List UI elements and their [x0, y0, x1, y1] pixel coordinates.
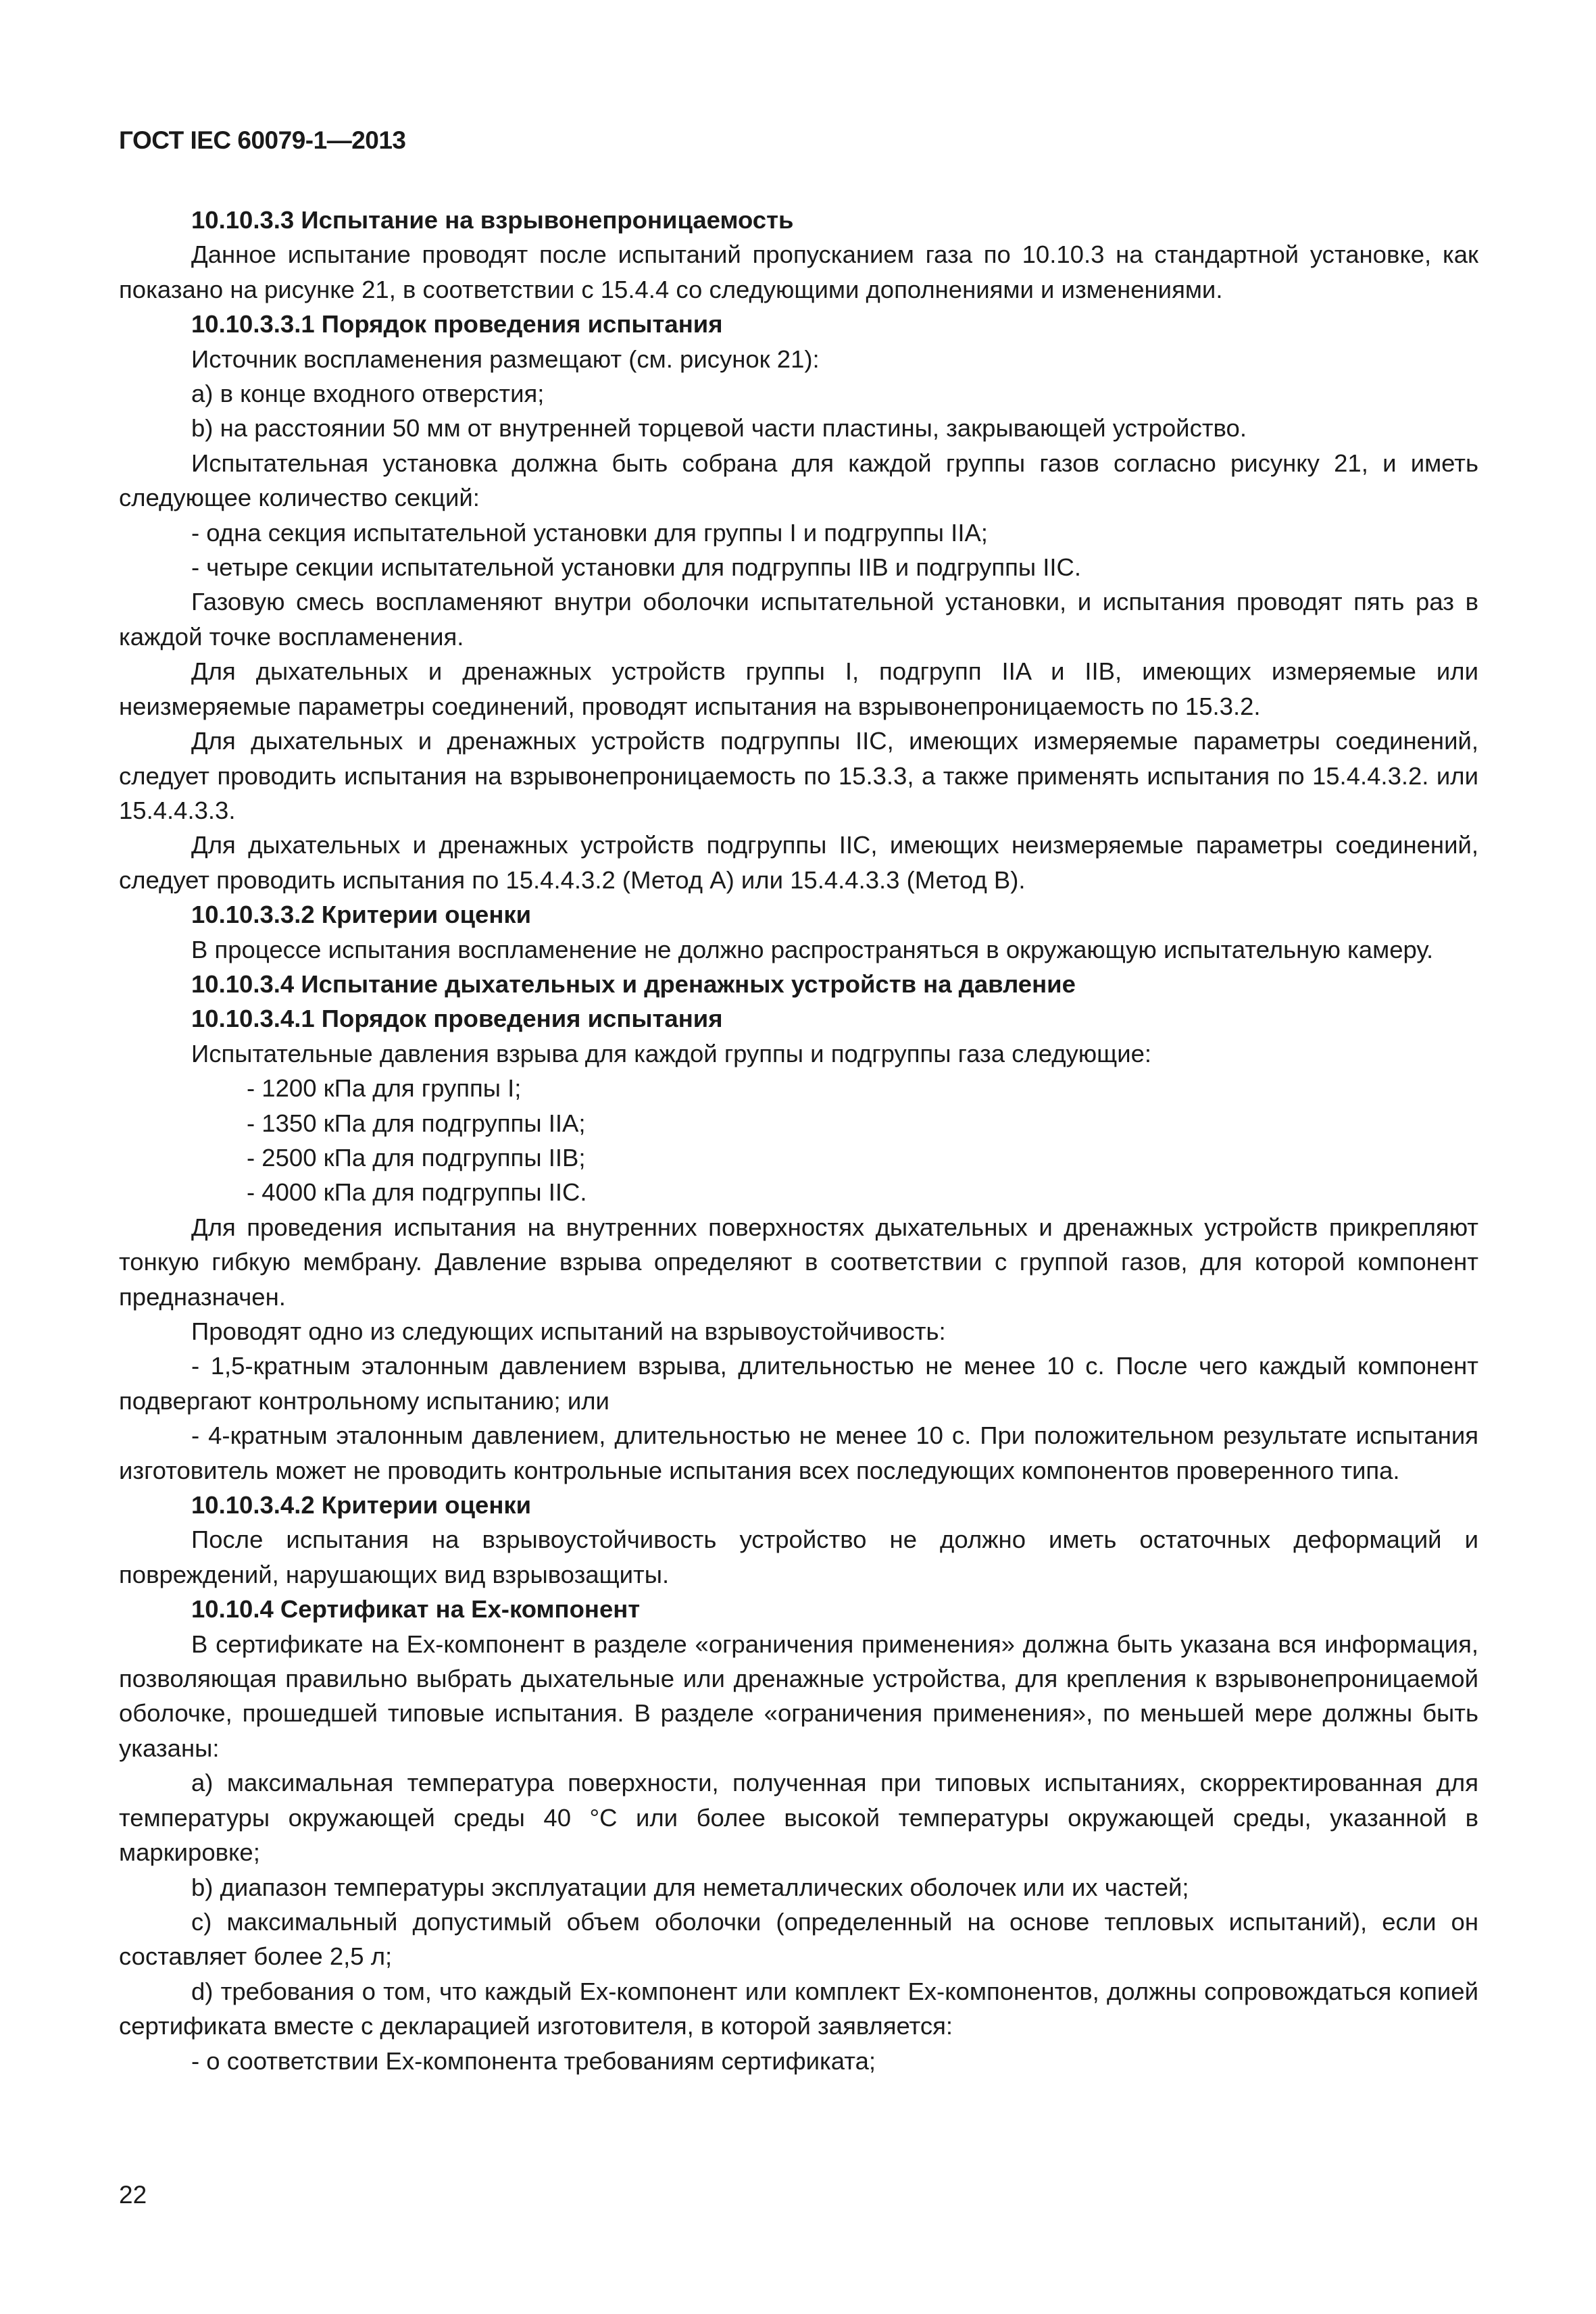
list-item: b) на расстоянии 50 мм от внутренней торцевой части пластины, закрывающей устройство. — [191, 414, 1247, 443]
section-heading: 10.10.4 Сертификат на Ex-компонент — [191, 1595, 641, 1624]
section-heading: 10.10.3.3.2 Критерии оценки — [191, 901, 532, 929]
paragraph: Испытательные давления взрыва для каждой группы и подгруппы газа следующие: — [191, 1039, 1152, 1067]
list-item: d) требования о том, что каждый Ex-компонент или комплект Ex-компонентов, должны сопровождаться копией сертификата вместе с декларацией изготовителя, в которой заявляется: — [119, 1977, 1478, 2040]
section-heading: 10.10.3.3 Испытание на взрывонепроницаемость — [191, 206, 794, 234]
section-heading: 10.10.3.4 Испытание дыхательных и дренажных устройств на давление — [191, 970, 1076, 998]
paragraph: В сертификате на Ex-компонент в разделе «ограничения применения» должна быть указана вся информация, позволяющая правильно выбрать дыхательные или дренажные устройства, для крепления к взрывонепроницаемой оболочке, прошедшей типовые испытания. В разделе «ограничения применения», по меньшей мере должны быть указаны: — [119, 1630, 1478, 1762]
list-item: - 4-кратным эталонным давлением, длительностью не менее 10 с. При положительном результате испытания изготовитель может не проводить контрольные испытания всех последующих компонентов проверенного типа. — [119, 1422, 1478, 1484]
section-heading: 10.10.3.4.1 Порядок проведения испытания — [191, 1005, 723, 1033]
paragraph: После испытания на взрывоустойчивость устройство не должно иметь остаточных деформаций и повреждений, нарушающих вид взрывозащиты. — [119, 1526, 1478, 1588]
list-item: - 1350 кПа для подгруппы IIA; — [247, 1109, 586, 1137]
document-header: ГОСТ IEC 60079-1—2013 — [119, 126, 406, 154]
list-item: - 2500 кПа для подгруппы IIB; — [247, 1143, 586, 1172]
list-item: - одна секция испытательной установки для группы I и подгруппы IIA; — [191, 518, 988, 547]
paragraph: Источник воспламенения размещают (см. рисунок 21): — [191, 345, 820, 373]
list-item: - 4000 кПа для подгруппы IIC. — [247, 1178, 587, 1207]
paragraph: В процессе испытания воспламенение не должно распространяться в окружающую испытательную камеру. — [191, 935, 1434, 963]
paragraph: Газовую смесь воспламеняют внутри оболочки испытательной установки, и испытания проводят пять раз в каждой точке воспламенения. — [119, 588, 1478, 651]
page-number: 22 — [119, 2181, 147, 2209]
paragraph: Для дыхательных и дренажных устройств группы I, подгрупп IIA и IIB, имеющих измеряемые или неизмеряемые параметры соединений, проводят испытания на взрывонепроницаемость по 15.3.2. — [119, 657, 1478, 720]
paragraph: Проводят одно из следующих испытаний на взрывоустойчивость: — [191, 1317, 946, 1345]
list-item: c) максимальный допустимый объем оболочки (определенный на основе тепловых испытаний), если он составляет более 2,5 л; — [119, 1907, 1478, 1971]
list-item: - о соответствии Ex-компонента требованиям сертификата; — [191, 2046, 876, 2075]
list-item: а) в конце входного отверстия; — [191, 380, 545, 408]
document-body — [119, 203, 1478, 2078]
paragraph: Испытательная установка должна быть собрана для каждой группы газов согласно рисунку 21, и иметь следующее количество секций: — [119, 449, 1478, 512]
list-item: - четыре секции испытательной установки для подгруппы IIB и подгруппы IIC. — [191, 553, 1082, 582]
paragraph: Для дыхательных и дренажных устройств подгруппы IIC, имеющих измеряемые параметры соединений, следует проводить испытания на взрывонепроницаемость по 15.3.3, а также применять испытания по 15.4.4.3.2. или 15.4.4.3.3. — [119, 727, 1478, 824]
section-heading: 10.10.3.3.1 Порядок проведения испытания — [191, 310, 723, 338]
list-item: - 1,5-кратным эталонным давлением взрыва, длительностью не менее 10 с. После чего каждый компонент подвергают контрольному испытанию; или — [119, 1352, 1478, 1415]
section-heading: 10.10.3.4.2 Критерии оценки — [191, 1491, 532, 1519]
list-item: а) максимальная температура поверхности, полученная при типовых испытаниях, скорректированная для температуры окружающей среды 40 °С или более высокой температуры окружающей среды, указанной в маркировке; — [119, 1769, 1478, 1867]
list-item: - 1200 кПа для группы I; — [247, 1074, 522, 1103]
paragraph: Для проведения испытания на внутренних поверхностях дыхательных и дренажных устройств прикрепляют тонкую гибкую мембрану. Давление взрыва определяют в соответствии с группой газов, для которой компонент предназначен. — [119, 1213, 1478, 1311]
paragraph: Для дыхательных и дренажных устройств подгруппы IIC, имеющих неизмеряемые параметры соединений, следует проводить испытания по 15.4.4.3.2 (Метод А) или 15.4.4.3.3 (Метод В). — [119, 831, 1478, 894]
paragraph: Данное испытание проводят после испытаний пропусканием газа по 10.10.3 на стандартной установке, как показано на рисунке 21, в соответствии с 15.4.4 со следующими дополнениями и изменениями. — [119, 241, 1478, 303]
list-item: b) диапазон температуры эксплуатации для неметаллических оболочек или их частей; — [191, 1873, 1189, 1901]
